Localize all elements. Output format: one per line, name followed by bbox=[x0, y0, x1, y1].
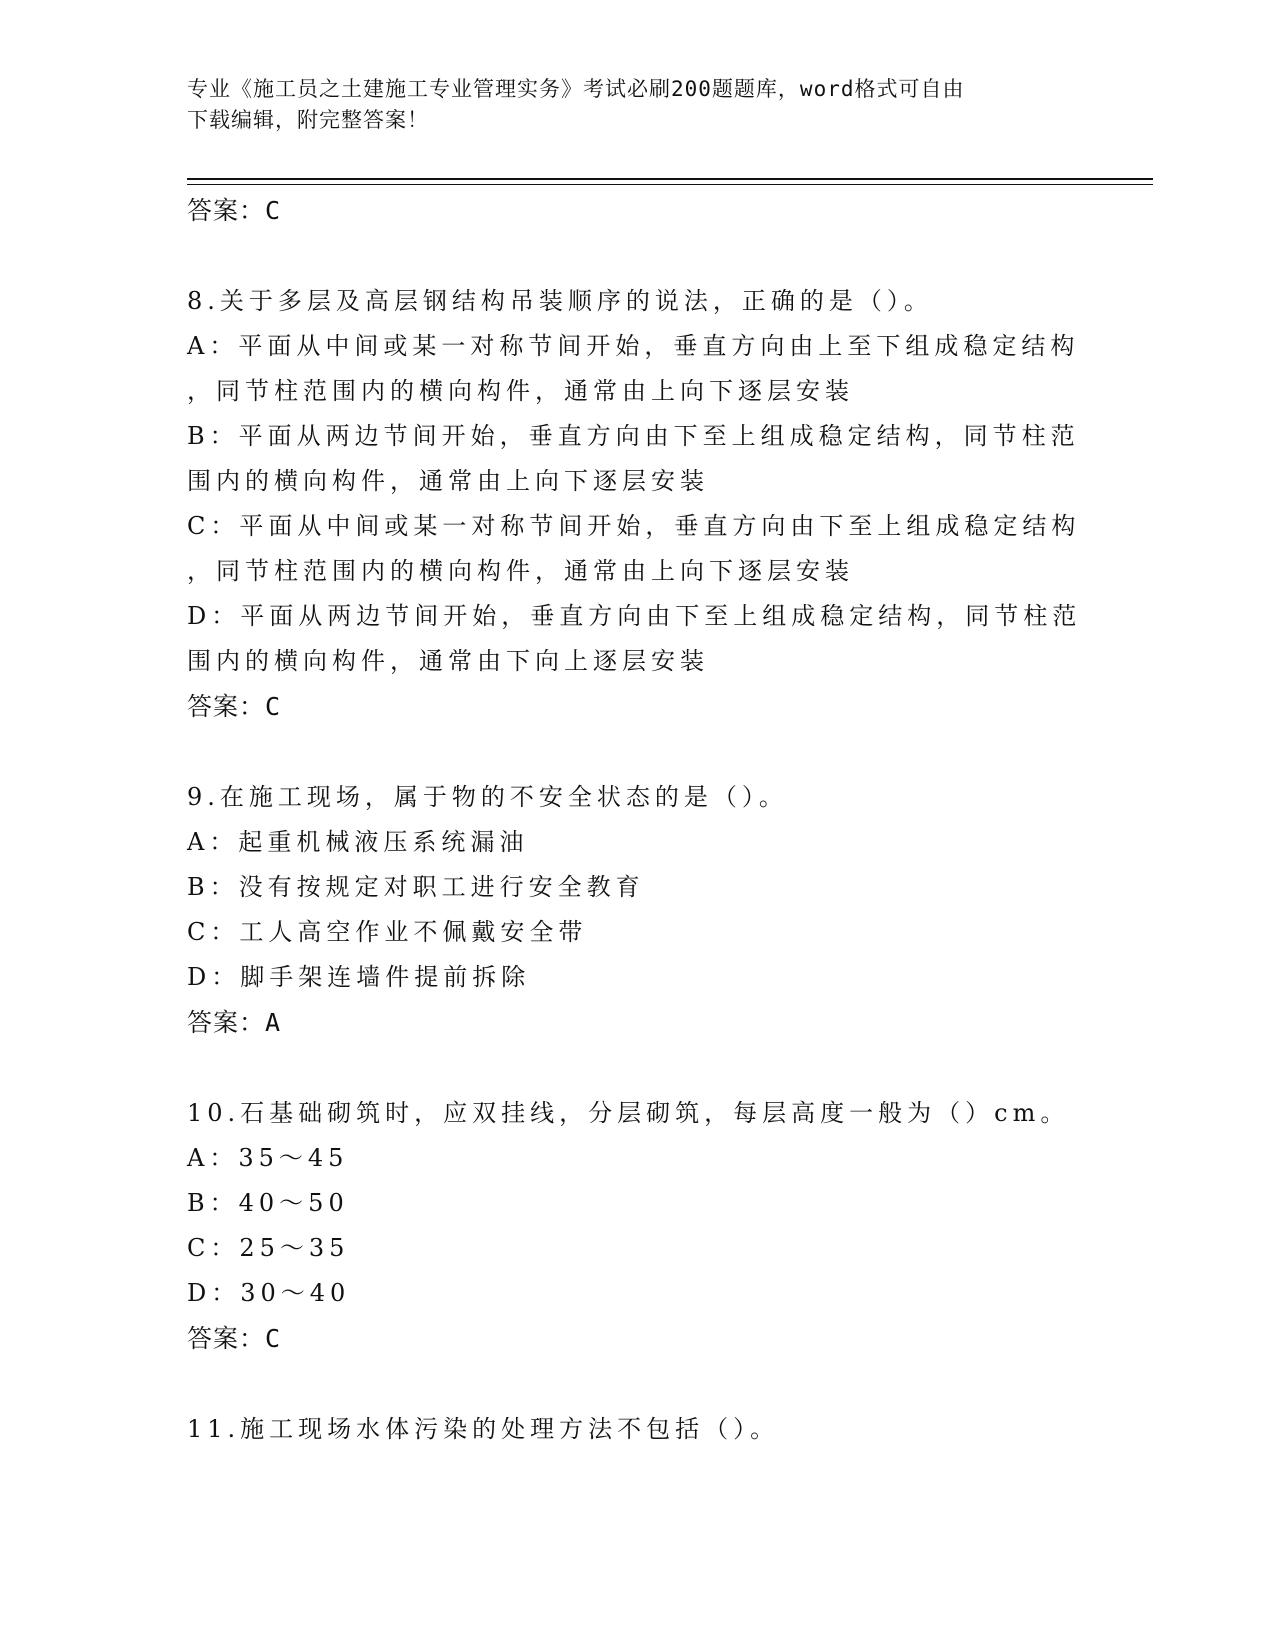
option-c: C：25～35 bbox=[187, 1234, 350, 1262]
question-10 bbox=[187, 1091, 1087, 1361]
header-rule-thick bbox=[187, 178, 1153, 180]
question-title: 8.关于多层及高层钢结构吊装顺序的说法，正确的是（）。 bbox=[187, 287, 933, 315]
option-b: B：40～50 bbox=[187, 1189, 349, 1217]
question-8 bbox=[187, 279, 1087, 729]
option-d bbox=[187, 594, 1087, 684]
spacer bbox=[187, 729, 1087, 775]
spacer bbox=[187, 233, 1087, 279]
option-b bbox=[187, 414, 1087, 504]
question-title: 9.在施工现场，属于物的不安全状态的是（）。 bbox=[187, 783, 788, 811]
option-text-cont: ，同节柱范围内的横向构件，通常由上向下逐层安装 bbox=[187, 377, 854, 405]
option-text-cont: 围内的横向构件，通常由下向上逐层安装 bbox=[187, 647, 709, 675]
page-header bbox=[187, 74, 1067, 136]
option-text: A：平面从中间或某一对称节间开始，垂直方向由上至下组成稳定结构 bbox=[187, 332, 1080, 360]
question-title: 11.施工现场水体污染的处理方法不包括（）。 bbox=[187, 1415, 780, 1443]
option-text-cont: 围内的横向构件，通常由上向下逐层安装 bbox=[187, 467, 709, 495]
option-a bbox=[187, 324, 1087, 414]
answer-line: 答案：A bbox=[187, 1008, 282, 1037]
question-9 bbox=[187, 775, 1087, 1045]
option-b: B：没有按规定对职工进行安全教育 bbox=[187, 873, 645, 901]
option-d: D：30～40 bbox=[187, 1279, 351, 1307]
spacer bbox=[187, 1045, 1087, 1091]
option-text-cont: ，同节柱范围内的横向构件，通常由上向下逐层安装 bbox=[187, 557, 854, 585]
question-11 bbox=[187, 1407, 1087, 1452]
option-a: A：35～45 bbox=[187, 1144, 349, 1172]
spacer bbox=[187, 1361, 1087, 1407]
option-a: A：起重机械液压系统漏油 bbox=[187, 828, 529, 856]
option-text: B：平面从两边节间开始，垂直方向由下至上组成稳定结构，同节柱范 bbox=[187, 422, 1080, 450]
answer-line: 答案：C bbox=[187, 692, 282, 721]
header-rule-thin bbox=[187, 184, 1153, 185]
header-line-2: 下载编辑，附完整答案！ bbox=[187, 108, 429, 132]
option-text: C：平面从中间或某一对称节间开始，垂直方向由下至上组成稳定结构 bbox=[187, 512, 1081, 540]
option-c: C：工人高空作业不佩戴安全带 bbox=[187, 918, 588, 946]
question-title: 10.石基础砌筑时，应双挂线，分层砌筑，每层高度一般为（）cm。 bbox=[187, 1099, 1070, 1127]
answer-line: 答案：C bbox=[187, 1324, 282, 1353]
header-line-1: 专业《施工员之土建施工专业管理实务》考试必刷200题题库，word格式可自由 bbox=[187, 77, 965, 101]
question-list bbox=[187, 188, 1087, 1452]
previous-answer: 答案：C bbox=[187, 196, 282, 225]
option-text: D：平面从两边节间开始，垂直方向由下至上组成稳定结构，同节柱范 bbox=[187, 602, 1082, 630]
option-c bbox=[187, 504, 1087, 594]
option-d: D：脚手架连墙件提前拆除 bbox=[187, 963, 531, 991]
